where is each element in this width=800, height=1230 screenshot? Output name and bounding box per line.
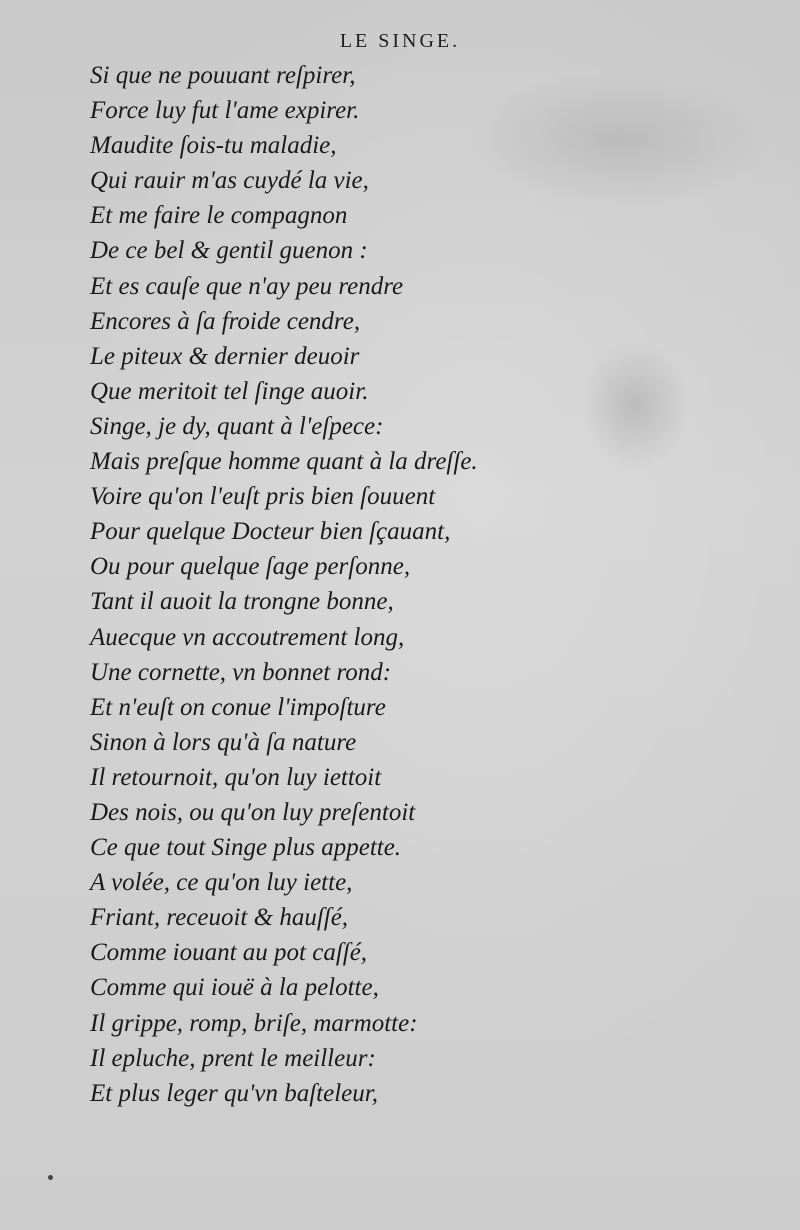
poem-line: Mais preſque homme quant à la dreſſe. <box>90 448 478 476</box>
poem-line: Et es cauſe que n'ay peu rendre <box>90 272 404 300</box>
poem-line: Force luy fut l'ame expirer. <box>90 97 360 125</box>
poem-line: Il retournoit, qu'on luy iettoit <box>90 763 382 791</box>
poem-line: Voire qu'on l'euſt pris bien ſouuent <box>90 483 436 511</box>
poem-line: Que meritoit tel ſinge auoir. <box>90 377 369 405</box>
poem-line: Et me faire le compagnon <box>90 202 348 230</box>
poem-line: Si que ne pouuant reſpirer, <box>90 62 356 89</box>
poem-line: Et plus leger qu'vn baſteleur, <box>90 1079 378 1107</box>
poem-line: Singe, je dy, quant à l'eſpece: <box>90 412 384 440</box>
poem-line: De ce bel & gentil guenon : <box>90 237 368 265</box>
poem-line: Il grippe, romp, briſe, marmotte: <box>90 1009 418 1037</box>
poem-line: Pour quelque Docteur bien ſçauant, <box>90 518 451 546</box>
poem-line: Auecque vn accoutrement long, <box>90 623 405 651</box>
poem-line: A volée, ce qu'on luy iette, <box>90 869 353 897</box>
poem-line: Encores à ſa froide cendre, <box>90 307 361 335</box>
poem-line: Des nois, ou qu'on luy preſentoit <box>90 798 416 826</box>
poem-line: Comme qui iouë à la pelotte, <box>90 974 379 1002</box>
running-title: LE SINGE. <box>339 30 461 52</box>
poem-line: Maudite ſois-tu maladie, <box>90 132 337 160</box>
poem-line: Sinon à lors qu'à ſa nature <box>90 728 357 756</box>
poem-line: Et n'euſt on conue l'impoſture <box>90 693 386 721</box>
poem-line: Friant, receuoit & hauſſé, <box>90 904 349 932</box>
poem-line: Il epluche, prent le meilleur: <box>90 1044 376 1072</box>
poem-line: Qui rauir m'as cuydé la vie, <box>90 167 369 195</box>
poem-line: Une cornette, vn bonnet rond: <box>90 658 392 686</box>
ink-speck <box>48 1175 53 1180</box>
poem-text <box>90 58 750 1111</box>
poem-line: Le piteux & dernier deuoir <box>90 342 360 370</box>
poem-line: Tant il auoit la trongne bonne, <box>90 588 394 616</box>
poem-line: Ce que tout Singe plus appette. <box>90 834 402 862</box>
poem-line: Ou pour quelque ſage perſonne, <box>90 553 411 581</box>
poem-line: Comme iouant au pot caſſé, <box>90 939 368 967</box>
